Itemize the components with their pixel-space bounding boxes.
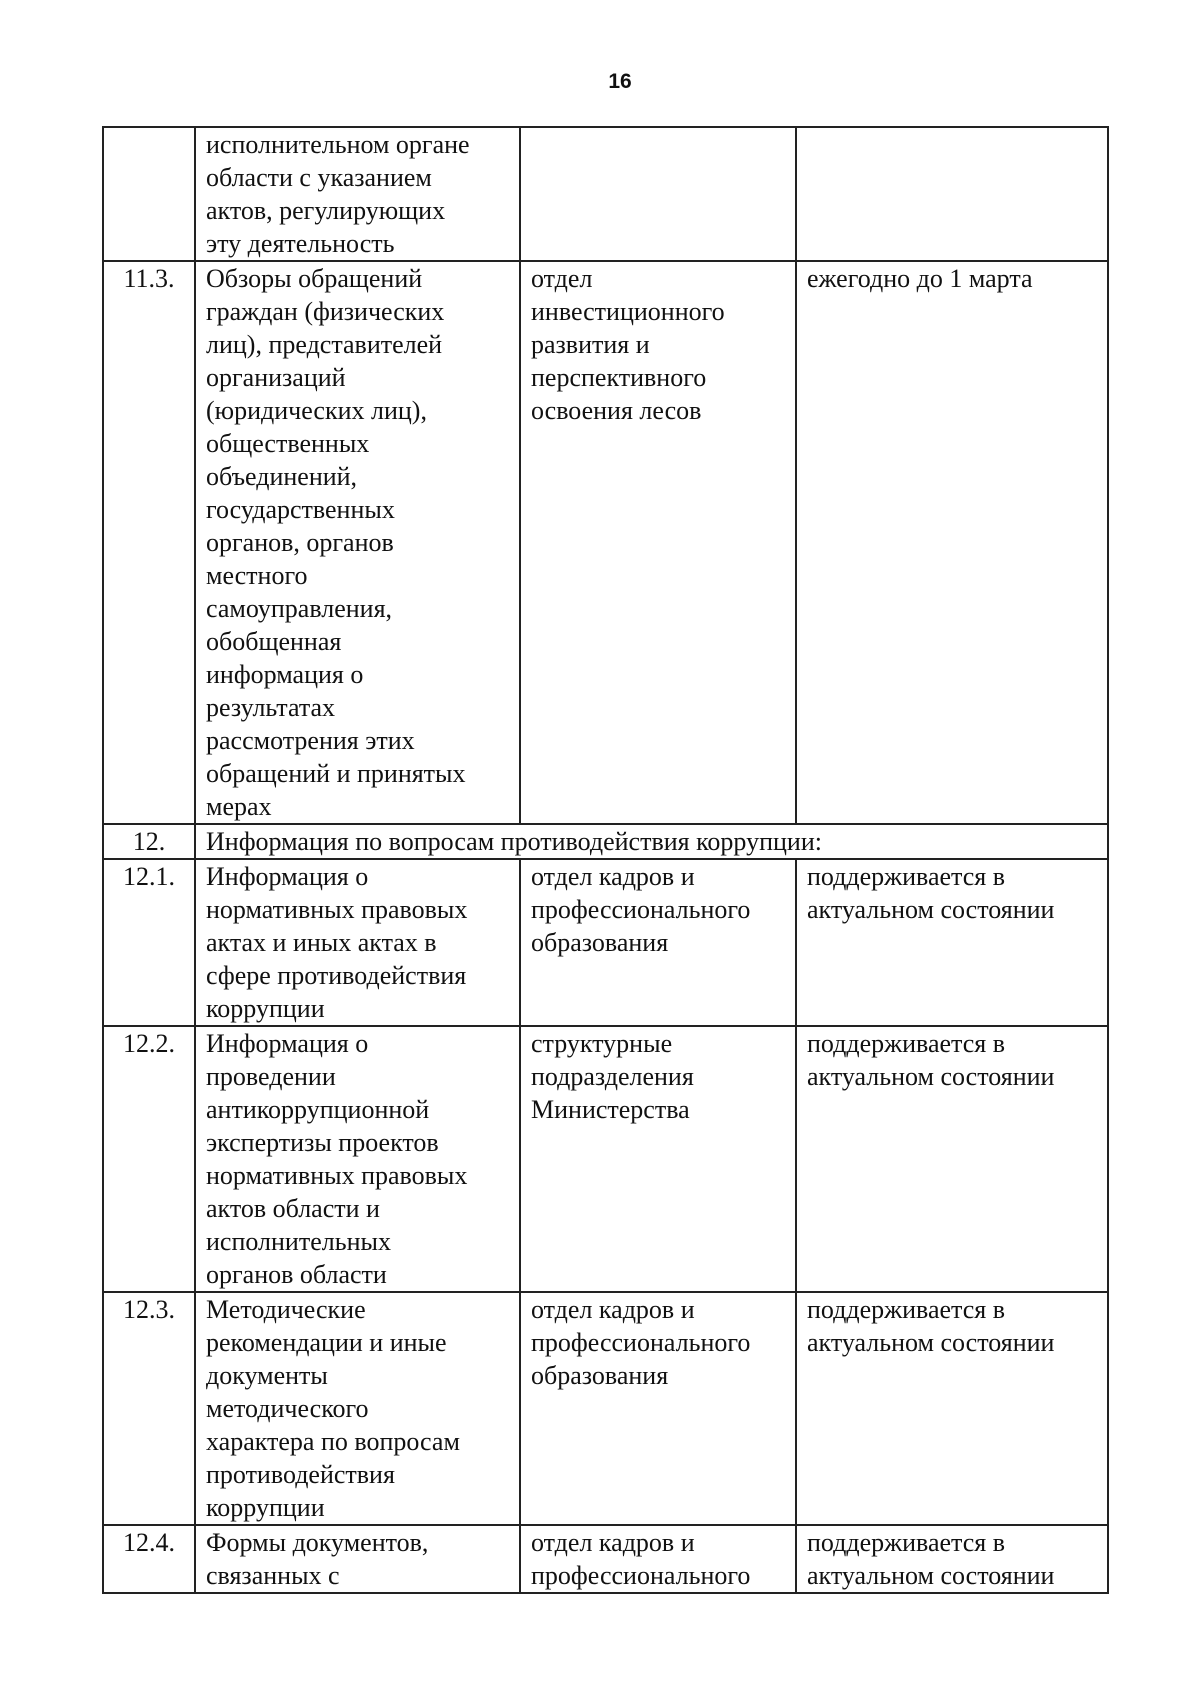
row-description: Обзоры обращений граждан (физических лиц), представителей организаций (юридических лиц), общественных объединений, государственных органов, органов местного самоуправления, обобщенная информация о результатах рассмотрения этих обращений и принятых мерах xyxy=(195,261,520,824)
table-row xyxy=(103,859,1108,1026)
row-responsible xyxy=(520,127,796,261)
table-row xyxy=(103,1525,1108,1593)
row-description: Информация о проведении антикоррупционной экспертизы проектов нормативных правовых актов области и исполнительных органов области xyxy=(195,1026,520,1292)
table-row xyxy=(103,1292,1108,1525)
page-number: 16 xyxy=(608,70,632,93)
row-number: 12.4. xyxy=(103,1525,195,1593)
row-number: 12.1. xyxy=(103,859,195,1026)
document-table xyxy=(102,126,1109,1594)
row-term: поддерживается в актуальном состоянии xyxy=(796,859,1108,1026)
row-term: ежегодно до 1 марта xyxy=(796,261,1108,824)
row-description: Формы документов, связанных с xyxy=(195,1525,520,1593)
row-number xyxy=(103,127,195,261)
row-term: поддерживается в актуальном состоянии xyxy=(796,1026,1108,1292)
row-responsible: отдел инвестиционного развития и перспективного освоения лесов xyxy=(520,261,796,824)
table-row xyxy=(103,1026,1108,1292)
row-term: поддерживается в актуальном состоянии xyxy=(796,1292,1108,1525)
row-description: исполнительном органе области с указанием актов, регулирующих эту деятельность xyxy=(195,127,520,261)
row-responsible: структурные подразделения Министерства xyxy=(520,1026,796,1292)
table-row xyxy=(103,127,1108,261)
row-responsible: отдел кадров и профессионального образования xyxy=(520,1292,796,1525)
table-row xyxy=(103,261,1108,824)
row-responsible: отдел кадров и профессионального образования xyxy=(520,859,796,1026)
row-number: 12.3. xyxy=(103,1292,195,1525)
row-term xyxy=(796,127,1108,261)
row-term: поддерживается в актуальном состоянии xyxy=(796,1525,1108,1593)
row-number: 12.2. xyxy=(103,1026,195,1292)
row-responsible: отдел кадров и профессионального xyxy=(520,1525,796,1593)
row-description: Методические рекомендации и иные документы методического характера по вопросам противодействия коррупции xyxy=(195,1292,520,1525)
section-number: 12. xyxy=(103,824,195,859)
row-number: 11.3. xyxy=(103,261,195,824)
section-title: Информация по вопросам противодействия коррупции: xyxy=(195,824,1108,859)
row-description: Информация о нормативных правовых актах и иных актах в сфере противодействия коррупции xyxy=(195,859,520,1026)
section-row xyxy=(103,824,1108,859)
